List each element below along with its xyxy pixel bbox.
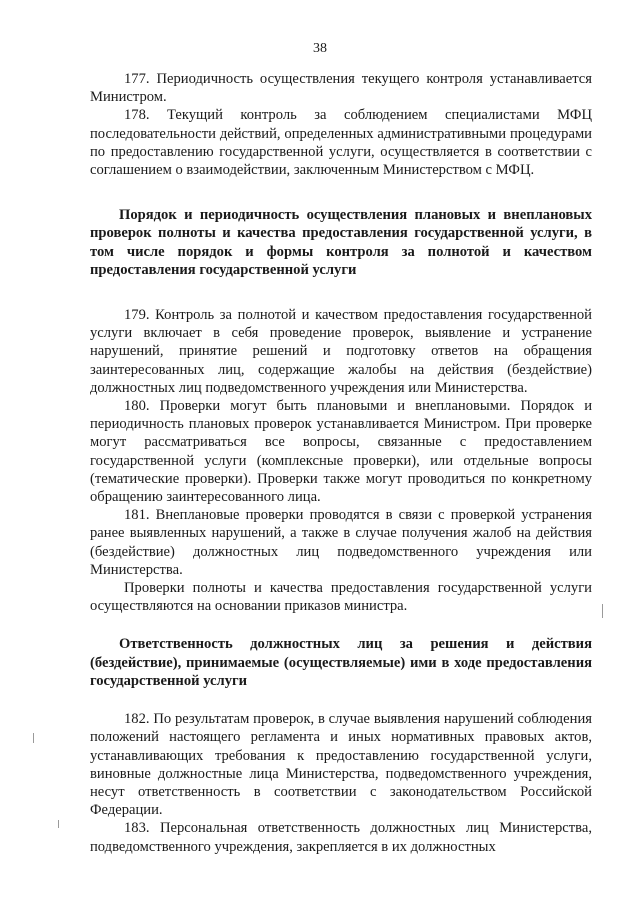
paragraph-183: 183. Персональная ответственность должностных лиц Министерства, подведомственного учреждения, закрепляется в их должностных [90,820,592,855]
paragraph-180: 180. Проверки могут быть плановыми и внеплановыми. Порядок и периодичность плановых проверок устанавливается Министром. При проверке могут рассматриваться все вопросы, связанные с предоставлением государственной услуги (комплексные проверки), или отдельные вопросы (тематические проверки). Проверки также могут проводиться по конкретному обращению заинтересованного лица. [90,398,592,506]
section-heading-responsibility: Ответственность должностных лиц за решения и действия (бездействие), принимаемые (осуществляемые) ими в ходе предоставления государственной услуги [90,636,592,689]
document-body [90,70,592,856]
section-spacer [90,179,592,206]
paragraph-182: 182. По результатам проверок, в случае выявления нарушений соблюдения положений настоящего регламента и иных нормативных правовых актов, устанавливающих требования к предоставлению государственной услуги, виновные должностные лица Министерства, подведомственного учреждения, несут ответственность в соответствии с законодательством Российской Федерации. [90,711,592,819]
paragraph-181-continuation: Проверки полноты и качества предоставления государственной услуги осуществляются на основании приказов министра. [90,580,592,615]
paragraph-177: 177. Периодичность осуществления текущего контроля устанавливается Министром. [90,71,592,106]
page-number: 38 [313,41,327,56]
paragraph-179: 179. Контроль за полнотой и качеством предоставления государственной услуги включает в себя проведение проверок, выявление и устранение нарушений, принятие решений и подготовку ответов на обращения заинтересованных лиц, содержащие жалобы на действия (бездействие) должностных лиц подведомственного учреждения или Министерства. [90,307,592,396]
paragraph-181: 181. Внеплановые проверки проводятся в связи с проверкой устранения ранее выявленных нарушений, а также в случае получения жалоб на действия (бездействие) должностных лиц подведомственного учреждения или Министерства. [90,507,592,578]
section-heading-inspections: Порядок и периодичность осуществления плановых и внеплановых проверок полноты и качества предоставления государственной услуги, в том числе порядок и формы контроля за полнотой и качеством предоставления государственной услуги [90,207,592,278]
paragraph-178: 178. Текущий контроль за соблюдением специалистами МФЦ последовательности действий, определенных административными процедурами по предоставлению государственной услуги, осуществляется в соответствии с соглашением о взаимодействии, заключенным Министерством с МФЦ. [90,107,592,179]
scan-mark [602,604,603,618]
scan-mark [33,733,34,743]
section-spacer [90,615,592,635]
section-spacer [90,279,592,306]
section-spacer [90,690,592,710]
scan-mark [58,820,59,828]
